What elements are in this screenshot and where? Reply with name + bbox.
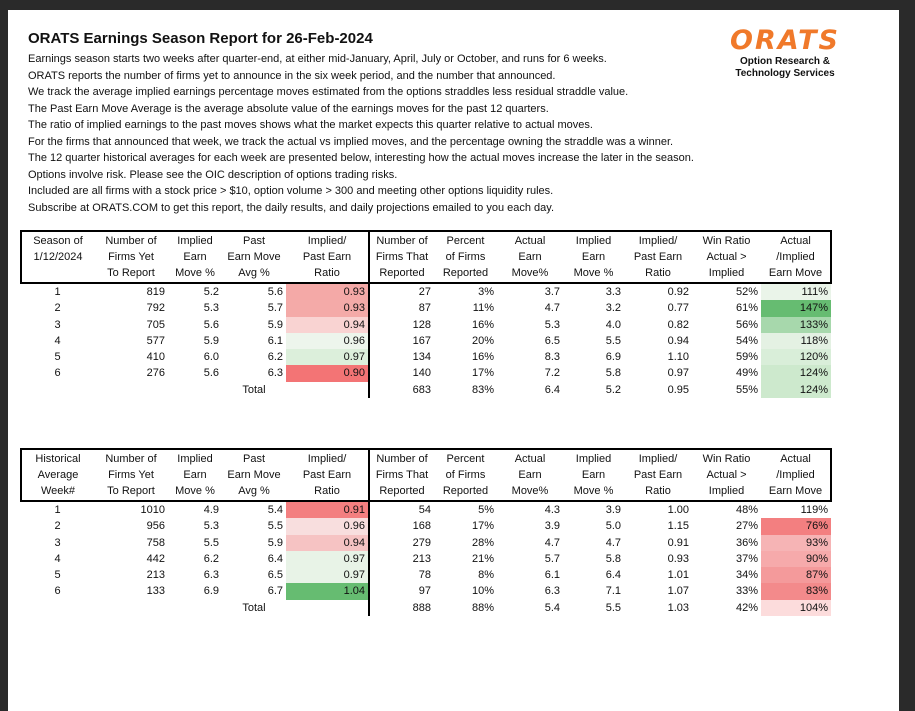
week-number-cell: 2 [54,302,61,315]
intro-line: We track the average implied earnings percentage moves estimated from the options straddles less residual straddle value. [28,86,629,98]
week-number-cell: 1 [54,286,61,298]
table-cell: 0.92 [667,286,689,298]
table-cell: 0.97 [286,551,369,567]
table-row [21,535,831,551]
table-cell: 213 [369,551,434,567]
table-cell: 97 [369,583,434,599]
table-cell: 6.5 [544,334,560,347]
column-header-line: Reported [379,485,425,497]
table-cell: 577 [146,334,165,347]
table-cell: 4.9 [203,504,219,516]
table-cell: 410 [146,351,165,364]
column-header-line: Earn Move [768,267,823,279]
column-header [497,231,563,283]
table-cell: 124% [761,365,831,381]
column-header [286,449,369,501]
total-cell: 42% [735,601,758,614]
week-number-cell: 3 [54,536,61,549]
column-header-line: of Firms [445,251,486,263]
table-cell: 5.7 [267,302,283,315]
empty-cell [94,382,168,398]
column-header [369,449,434,501]
table-cell: 792 [146,302,165,315]
table-cell: 119% [761,501,831,518]
column-header-line: Implied [177,453,213,465]
table-cell: 5.8 [605,367,621,380]
table-cell: 56% [735,318,758,331]
total-cell: 683 [369,382,434,398]
table-cell: 3% [478,286,494,298]
table-cell: 5.8 [605,552,621,565]
table-cell: 5.5 [605,334,621,347]
total-cell: 6.4 [544,383,560,396]
table-cell: 11% [472,302,494,315]
table-row [21,317,831,333]
empty-cell [21,382,94,398]
column-header-line: To Report [107,267,155,279]
total-row [21,382,831,398]
column-header [21,449,94,501]
column-header [563,231,624,283]
table-cell: 6.3 [203,569,219,582]
empty-cell [286,600,369,616]
column-header-line: Actual [780,235,811,247]
table-cell: 0.97 [667,367,689,380]
table-cell: 5.6 [267,286,283,298]
empty-cell [168,382,222,398]
intro-line: Included are all firms with a stock price > $10, option volume > 300 and meeting other options liquidity rules. [28,185,554,197]
table-cell: 0.94 [286,317,369,333]
column-header-line: Move % [573,485,614,497]
table-cell: 5.2 [203,286,219,298]
intro-line: Options involve risk. Please see the OIC description of options trading risks. [28,168,398,181]
table-cell: 3.3 [605,286,621,298]
column-header-line: Win Ratio [702,235,751,247]
orats-logo [720,26,850,80]
table-cell: 5.5 [203,536,219,549]
table-cell: 5.5 [267,520,283,533]
table-cell: 213 [146,569,165,582]
column-header [94,231,168,283]
column-header-line: Earn [518,251,542,263]
column-header-line: of Firms [445,469,486,481]
table-cell: 279 [369,535,434,551]
table-cell: 6.4 [267,552,283,565]
column-header [286,231,369,283]
table-cell: 6.1 [267,334,283,347]
column-header-line: Implied/ [638,235,678,247]
table-cell: 6.7 [267,585,283,598]
table-cell: 17% [471,520,494,533]
total-cell: 1.03 [667,601,689,614]
column-header-line: Week# [40,485,76,497]
current-season-table [20,230,832,398]
column-header-line: Earn [183,251,207,263]
week-number-cell: 5 [54,351,61,364]
table-cell: 147% [761,300,831,316]
intro-line: The ratio of implied earnings to the past moves shows what the market expects this quarter relative to actual moves. [28,119,593,131]
table-cell: 8% [478,569,494,582]
column-header [692,449,761,501]
column-header-line: Percent [446,235,485,247]
table-cell: 1.01 [667,569,689,582]
table-cell: 0.90 [286,365,369,381]
column-header-line: Number of [105,235,157,247]
table-cell: 0.77 [667,302,689,315]
table-cell: 4.7 [544,302,560,315]
total-cell: 5.2 [605,383,621,396]
column-header-line: Percent [446,453,485,465]
column-header [222,231,286,283]
column-header-line: Actual > [706,251,747,263]
week-number-cell: 3 [54,318,61,331]
table-cell: 120% [761,349,831,365]
table-cell: 140 [369,365,434,381]
column-header-line: Firms That [375,469,429,481]
table-cell: 0.93 [667,552,689,565]
table-cell: 118% [761,333,831,349]
column-header-line: Average [37,469,79,481]
table-cell: 16% [471,318,494,331]
empty-cell [21,600,94,616]
table-row [21,583,831,599]
column-header-line: Avg % [238,267,270,279]
total-cell: 83% [471,383,494,396]
table-cell: 3.9 [605,504,621,516]
table-cell: 819 [146,286,165,298]
total-cell: 888 [369,600,434,616]
column-header-line: Earn Move [768,485,823,497]
table-row [21,349,831,365]
table-cell: 6.0 [203,351,219,364]
table-cell: 167 [369,333,434,349]
historical-average-table [20,448,832,616]
table-cell: 33% [735,585,758,598]
column-header-line: Implied/ [638,453,678,465]
column-header [94,449,168,501]
table-cell: 8.3 [544,351,560,364]
column-header [563,449,624,501]
table-cell: 1.07 [667,585,689,598]
column-header-line: /Implied [776,251,815,263]
column-header-line: Number of [376,235,428,247]
table-cell: 5% [478,504,494,516]
table-cell: 1.10 [667,351,689,364]
column-header-line: Move % [175,267,215,279]
table-cell: 6.2 [203,552,219,565]
table-cell: 6.5 [267,569,283,582]
table-cell: 28% [471,536,494,549]
intro-line: Earnings season starts two weeks after quarter-end, at either mid-January, April, July or October, and runs for 6 weeks. [28,53,607,65]
table-cell: 0.96 [286,333,369,349]
table-cell: 87 [369,300,434,316]
column-header-line: Ratio [314,267,340,279]
table-cell: 76% [761,518,831,534]
column-header-line: Move% [511,485,549,497]
table-cell: 83% [761,583,831,599]
table-cell: 5.3 [203,520,219,533]
column-header-line: Actual [514,235,546,247]
column-header-line: Season of [33,235,83,247]
table-cell: 133% [761,317,831,333]
table-cell: 5.7 [544,552,560,565]
week-number-cell: 6 [54,367,61,380]
table-cell: 27% [735,520,758,533]
total-label: Total [242,383,266,396]
intro-line: ORATS reports the number of firms yet to announce in the six week period, and the number that announced. [28,69,556,82]
table-cell: 6.9 [203,585,219,598]
column-header-line: Number of [376,453,428,465]
column-header [168,231,222,283]
table-cell: 17% [471,367,494,380]
column-header-line: Reported [379,267,425,279]
table-cell: 5.9 [267,318,283,331]
column-header-line: Reported [442,267,489,279]
table-cell: 54 [369,501,434,518]
table-cell: 0.91 [667,536,689,549]
table-cell: 5.9 [267,536,283,549]
empty-cell [168,600,222,616]
table-row [21,567,831,583]
column-header-line: Ratio [645,267,671,279]
column-header-line: Earn [183,469,207,481]
column-header-line: /Implied [776,469,815,481]
column-header [369,231,434,283]
column-header-line: Past Earn [302,251,352,263]
table-cell: 5.0 [605,520,621,533]
column-header [624,449,692,501]
column-header-line: Avg % [238,485,270,497]
column-header-line: Implied [575,453,612,465]
table-cell: 128 [369,317,434,333]
intro-text [28,51,748,216]
column-header-line: Move% [511,267,549,279]
intro-line: The 12 quarter historical averages for each week are presented below, interesting how the actual moves increase the later in the season. [28,152,694,164]
table-cell: 1.04 [286,583,369,599]
table-cell: 758 [146,536,165,549]
column-header-line: Firms Yet [108,251,154,263]
column-header-line: Win Ratio [702,453,751,465]
column-header [21,231,94,283]
column-header-line: Earn [581,469,606,481]
table-cell: 5.6 [203,367,219,380]
column-header-line: Firms Yet [108,469,154,481]
column-header-line: Past Earn [633,469,683,481]
table-cell: 956 [146,520,165,533]
column-header-line: Ratio [645,485,671,497]
table-cell: 1.00 [667,504,689,516]
column-header-line: Implied/ [307,453,347,465]
table-cell: 5.4 [267,504,283,516]
table-cell: 59% [735,351,758,364]
table-row [21,518,831,534]
column-header-line: Implied [177,235,213,247]
table-cell: 4.3 [544,504,560,516]
header-row [21,449,831,501]
empty-cell [94,600,168,616]
column-header-line: Past Earn [302,469,352,481]
table-cell: 20% [471,334,494,347]
table-cell: 168 [369,518,434,534]
column-header-line: Firms That [375,251,429,263]
intro-line: Subscribe at ORATS.COM to get this report, the daily results, and daily projections emailed to you each day. [28,201,555,214]
table-cell: 0.93 [286,300,369,316]
column-header-line: Actual > [706,469,747,481]
total-cell: 5.5 [605,601,621,614]
table-cell: 5.3 [203,302,219,315]
table-row [21,300,831,316]
column-header-line: Reported [442,485,489,497]
column-header [624,231,692,283]
column-header [222,449,286,501]
column-header-line: Number of [105,453,157,465]
total-cell: 88% [471,601,494,614]
table-cell: 3.2 [605,302,621,315]
table-cell: 1.15 [667,520,689,533]
table-cell: 0.96 [286,518,369,534]
total-cell: 5.4 [544,601,560,614]
table-cell: 0.94 [286,535,369,551]
table-cell: 0.97 [286,567,369,583]
table-cell: 49% [735,367,758,380]
table-cell: 6.3 [544,585,560,598]
total-cell: 0.95 [667,383,689,396]
table-cell: 7.1 [605,585,621,598]
table-cell: 6.1 [544,569,560,582]
table-cell: 6.4 [605,569,621,582]
week-number-cell: 4 [54,334,61,347]
column-header [761,231,831,283]
table-cell: 0.91 [286,501,369,518]
intro-line: The Past Earn Move Average is the average absolute value of the earnings moves for the past 12 quarters. [28,102,549,115]
column-header [168,449,222,501]
total-cell: 124% [761,382,831,398]
table-cell: 5.3 [544,318,560,331]
table-cell: 21% [471,552,494,565]
table-cell: 0.93 [286,283,369,300]
table-cell: 0.82 [667,318,689,331]
table-cell: 48% [735,504,758,516]
table-cell: 54% [735,334,758,347]
table-row [21,365,831,381]
column-header-line: Past Earn [633,251,683,263]
table-cell: 90% [761,551,831,567]
table-cell: 442 [146,552,165,565]
column-header [692,231,761,283]
column-header [497,449,563,501]
column-header-line: Historical [35,453,81,465]
table-cell: 705 [146,318,165,331]
total-row [21,600,831,616]
table-cell: 0.94 [667,334,689,347]
table-row [21,501,831,518]
column-header-line: Implied [708,485,745,497]
column-header-line: 1/12/2024 [33,251,83,263]
table-cell: 4.0 [605,318,621,331]
column-header-line: Move % [573,267,614,279]
column-header-line: Past [242,235,265,247]
column-header-line: Earn [581,251,606,263]
column-header-line: Implied [708,267,745,279]
table-cell: 5.9 [203,334,219,347]
week-number-cell: 6 [54,585,61,598]
column-header-line: Implied/ [307,235,347,247]
week-number-cell: 1 [54,504,61,516]
table-cell: 78 [369,567,434,583]
logo-line-1: Option Research & [739,56,831,67]
logo-line-2: Technology Services [735,68,835,79]
column-header-line: Ratio [314,485,340,497]
total-label: Total [242,601,266,614]
header-row [21,231,831,283]
table-cell: 134 [369,349,434,365]
table-cell: 61% [735,302,758,315]
table-cell: 4.7 [544,536,560,549]
column-header-line: Earn Move [227,469,281,481]
table-cell: 37% [735,552,758,565]
table-cell: 3.9 [544,520,560,533]
column-header-line: Earn Move [227,251,281,263]
table-row [21,551,831,567]
table-cell: 1010 [140,504,165,516]
table-cell: 52% [735,286,758,298]
table-cell: 6.3 [267,367,283,380]
table-cell: 133 [146,585,165,598]
table-cell: 6.9 [605,351,621,364]
table-cell: 27 [369,283,434,300]
table-cell: 34% [735,569,758,582]
intro-line: For the firms that announced that week, we track the actual vs implied moves, and the percentage owning the straddle was a winner. [28,135,674,148]
column-header-line: Past [242,453,265,465]
week-number-cell: 4 [54,552,61,565]
total-cell: 104% [761,600,831,616]
column-header-line: Implied [575,235,612,247]
table-cell: 16% [471,351,494,364]
table-cell: 5.6 [203,318,219,331]
table-cell: 6.2 [267,351,283,364]
column-header-line: To Report [107,485,155,497]
week-number-cell: 2 [54,520,61,533]
week-number-cell: 5 [54,569,61,582]
column-header [761,449,831,501]
table-cell: 36% [735,536,758,549]
table-cell: 7.2 [544,367,560,380]
column-header-line: Actual [514,453,546,465]
table-cell: 3.7 [544,286,560,298]
table-cell: 276 [146,367,165,380]
table-cell: 93% [761,535,831,551]
column-header [434,449,497,501]
column-header [434,231,497,283]
column-header-line: Move % [175,485,215,497]
column-header-line: Earn [518,469,542,481]
empty-cell [286,382,369,398]
table-cell: 0.97 [286,349,369,365]
table-cell: 87% [761,567,831,583]
table-cell: 4.7 [605,536,621,549]
column-header-line: Actual [780,453,811,465]
table-row [21,283,831,300]
table-cell: 111% [761,283,831,300]
logo-mark: ORATS [730,25,840,56]
table-cell: 10% [471,585,494,598]
report-title: ORATS Earnings Season Report for 26-Feb-2024 [28,30,373,47]
table-row [21,333,831,349]
total-cell: 55% [735,383,758,396]
